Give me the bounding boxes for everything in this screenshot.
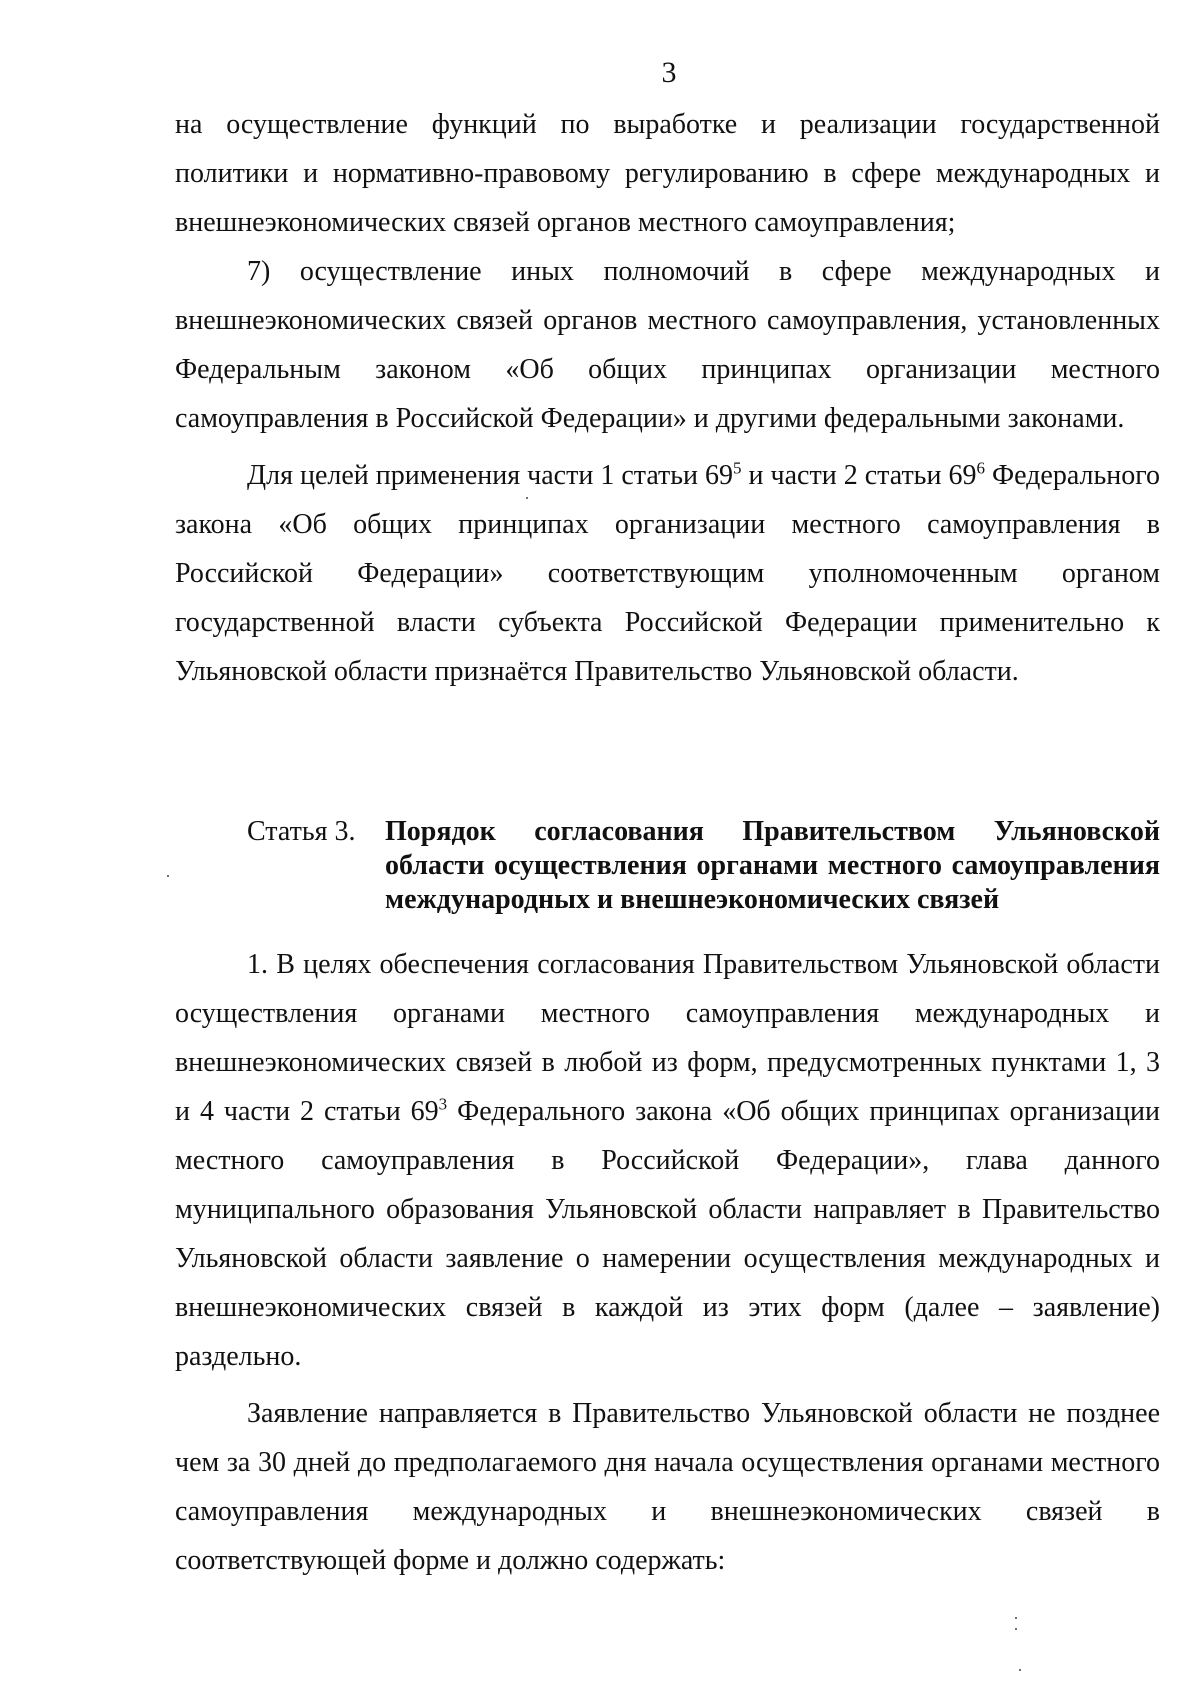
- paragraph-clause-1-part1: 1. В целях обеспечения согласования Правительством Ульяновской области осуществления органами местного самоуправления международных и внешнеэкономических связей в любой из форм, предусмотренных пунктами 1, 3 и 4 части 2 статьи 69: [175, 949, 1160, 1127]
- scan-speck: [167, 875, 169, 877]
- paragraph-applicability-part3: Федерального закона «Об общих принципах организации местного самоуправления в Российской Федерации» соответствующим уполномоченным органом государственной власти субъекта Российской Федерации применительно к Ульяновской области признаётся Правительство Ульяновской области.: [175, 460, 1161, 687]
- paragraph-item-7: 7) осуществление иных полномочий в сфере международных и внешнеэкономических связей органов местного самоуправления, установленных Федеральным законом «Об общих принципах организации местного самоуправления в Российской Федерации» и другими федеральными законами.: [175, 256, 1160, 434]
- article-title: Порядок согласования Правительством Ульяновской области осуществления органами местного самоуправления международных и внешнеэкономических связей: [385, 816, 1160, 915]
- body-text-bottom: [175, 940, 1160, 1585]
- scan-speck: [1019, 1669, 1021, 1671]
- paragraph-applicability: [175, 451, 1160, 696]
- paragraph-clause-1: [175, 940, 1160, 1381]
- article-superscript-6: 6: [976, 458, 985, 478]
- scan-speck: [526, 497, 528, 499]
- page-number: 3: [661, 56, 677, 89]
- article-label: Статья 3.: [247, 816, 356, 847]
- scan-speck: [1015, 1628, 1017, 1630]
- paragraph-clause-1-part2: Федерального закона «Об общих принципах организации местного самоуправления в Российской Федерации», глава данного муниципального образования Ульяновской области направляет в Правительство Ульяновской области заявление о намерении осуществления международных и внешнеэкономических связей в каждой из этих форм (далее – заявление) раздельно.: [175, 1096, 1160, 1372]
- paragraph-applicability-part1: Для целей применения части 1 статьи 69: [247, 460, 734, 491]
- article-superscript-5: 5: [733, 458, 742, 478]
- article-superscript-3: 3: [438, 1094, 448, 1114]
- scan-speck: [1015, 1617, 1017, 1619]
- paragraph-continuation: на осуществление функций по выработке и реализации государственной политики и нормативно-правовому регулированию в сфере международных и внешнеэкономических связей органов местного самоуправления;: [175, 109, 1160, 238]
- paragraph-application: Заявление направляется в Правительство Ульяновской области не позднее чем за 30 дней до предполагаемого дня начала осуществления органами местного самоуправления международных и внешнеэкономических связей в соответствующей форме и должно содержать:: [175, 1398, 1160, 1576]
- body-text-top: [175, 100, 1160, 696]
- paragraph-applicability-part2: и части 2 статьи 69: [741, 460, 977, 491]
